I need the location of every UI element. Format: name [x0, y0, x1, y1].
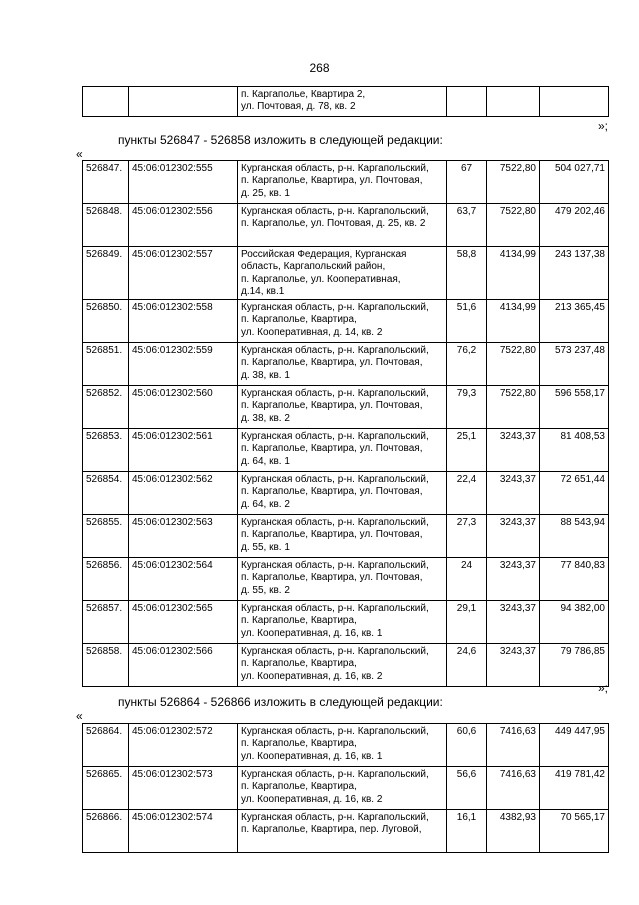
cadastral-cell	[129, 87, 238, 117]
table-row	[83, 767, 609, 810]
address-cell: Курганская область, р-н. Каргапольский, п. Каргаполье, Квартира, ул. Почтовая, д. 55, кв. 1	[238, 515, 447, 558]
table-row	[83, 601, 609, 644]
area-cell: 60,6	[447, 724, 487, 767]
area-cell: 56,6	[447, 767, 487, 810]
price-cell	[487, 87, 540, 117]
area-cell: 24,6	[447, 644, 487, 687]
price-cell: 3243,37	[487, 558, 540, 601]
table-row	[83, 247, 609, 300]
section-lead-text: пункты 526847 - 526858 изложить в следующей редакции:	[118, 133, 443, 147]
page-number: 268	[309, 61, 330, 75]
section2-table	[82, 723, 609, 853]
num-cell: 526854.	[83, 472, 129, 515]
total-cell: 213 365,45	[540, 300, 609, 343]
price-cell: 7522,80	[487, 161, 540, 204]
total-cell: 479 202,46	[540, 204, 609, 247]
address-cell: Курганская область, р-н. Каргапольский, п. Каргаполье, Квартира, ул. Кооперативная, д. 16, кв. 1	[238, 601, 447, 644]
num-cell: 526864.	[83, 724, 129, 767]
total-cell: 81 408,53	[540, 429, 609, 472]
price-cell: 4134,99	[487, 300, 540, 343]
cadastral-cell: 45:06:012302:557	[129, 247, 238, 300]
num-cell: 526851.	[83, 343, 129, 386]
cadastral-cell: 45:06:012302:562	[129, 472, 238, 515]
address-cell: Курганская область, р-н. Каргапольский, п. Каргаполье, Квартира, ул. Почтовая, д. 38, кв. 1	[238, 343, 447, 386]
total-cell	[540, 87, 609, 117]
area-cell: 16,1	[447, 810, 487, 853]
address-cell: Курганская область, р-н. Каргапольский, п. Каргаполье, Квартира, ул. Кооперативная, д. 16, кв. 2	[238, 767, 447, 810]
total-cell: 243 137,38	[540, 247, 609, 300]
price-cell: 3243,37	[487, 429, 540, 472]
address-cell: Курганская область, р-н. Каргапольский, п. Каргаполье, ул. Почтовая, д. 25, кв. 2	[238, 204, 447, 247]
table-row	[83, 87, 609, 117]
num-cell	[83, 87, 129, 117]
address-cell: п. Каргаполье, Квартира 2, ул. Почтовая, д. 78, кв. 2	[238, 87, 447, 117]
num-cell: 526848.	[83, 204, 129, 247]
table-row	[83, 204, 609, 247]
price-cell: 4382,93	[487, 810, 540, 853]
table-row	[83, 515, 609, 558]
opening-quote: «	[76, 709, 83, 723]
area-cell: 76,2	[447, 343, 487, 386]
area-cell: 67	[447, 161, 487, 204]
cadastral-cell: 45:06:012302:560	[129, 386, 238, 429]
total-cell: 94 382,00	[540, 601, 609, 644]
table-row	[83, 472, 609, 515]
table-row	[83, 343, 609, 386]
num-cell: 526853.	[83, 429, 129, 472]
price-cell: 3243,37	[487, 472, 540, 515]
table-row	[83, 724, 609, 767]
area-cell: 51,6	[447, 300, 487, 343]
area-cell: 58,8	[447, 247, 487, 300]
closing-quote: »;	[598, 119, 609, 133]
section-lead-text: пункты 526864 - 526866 изложить в следующей редакции:	[118, 695, 443, 709]
table-row	[83, 386, 609, 429]
total-cell: 449 447,95	[540, 724, 609, 767]
table-row	[83, 644, 609, 687]
cadastral-cell: 45:06:012302:563	[129, 515, 238, 558]
address-cell: Курганская область, р-н. Каргапольский, п. Каргаполье, Квартира, ул. Кооперативная, д. 16, кв. 2	[238, 644, 447, 687]
total-cell: 88 543,94	[540, 515, 609, 558]
price-cell: 7416,63	[487, 767, 540, 810]
cadastral-cell: 45:06:012302:565	[129, 601, 238, 644]
top-fragment-table	[82, 86, 609, 117]
section1-table	[82, 160, 609, 687]
area-cell: 22,4	[447, 472, 487, 515]
price-cell: 7522,80	[487, 386, 540, 429]
cadastral-cell: 45:06:012302:564	[129, 558, 238, 601]
address-cell: Курганская область, р-н. Каргапольский, п. Каргаполье, Квартира, ул. Почтовая, д. 25, кв. 1	[238, 161, 447, 204]
total-cell: 504 027,71	[540, 161, 609, 204]
table-row	[83, 300, 609, 343]
price-cell: 7522,80	[487, 343, 540, 386]
area-cell: 79,3	[447, 386, 487, 429]
num-cell: 526857.	[83, 601, 129, 644]
total-cell: 72 651,44	[540, 472, 609, 515]
price-cell: 7522,80	[487, 204, 540, 247]
total-cell: 79 786,85	[540, 644, 609, 687]
num-cell: 526865.	[83, 767, 129, 810]
cadastral-cell: 45:06:012302:559	[129, 343, 238, 386]
num-cell: 526855.	[83, 515, 129, 558]
num-cell: 526850.	[83, 300, 129, 343]
area-cell: 27,3	[447, 515, 487, 558]
cadastral-cell: 45:06:012302:573	[129, 767, 238, 810]
address-cell: Курганская область, р-н. Каргапольский, п. Каргаполье, Квартира, пер. Луговой,	[238, 810, 447, 853]
cadastral-cell: 45:06:012302:558	[129, 300, 238, 343]
table-row	[83, 810, 609, 853]
area-cell: 29,1	[447, 601, 487, 644]
table-row	[83, 161, 609, 204]
cadastral-cell: 45:06:012302:574	[129, 810, 238, 853]
closing-quote: »;	[598, 681, 609, 695]
total-cell: 77 840,83	[540, 558, 609, 601]
address-cell: Курганская область, р-н. Каргапольский, п. Каргаполье, Квартира, ул. Кооперативная, д. 16, кв. 1	[238, 724, 447, 767]
num-cell: 526866.	[83, 810, 129, 853]
cadastral-cell: 45:06:012302:561	[129, 429, 238, 472]
cadastral-cell: 45:06:012302:556	[129, 204, 238, 247]
price-cell: 3243,37	[487, 515, 540, 558]
address-cell: Курганская область, р-н. Каргапольский, п. Каргаполье, Квартира, ул. Кооперативная, д. 14, кв. 2	[238, 300, 447, 343]
price-cell: 3243,37	[487, 644, 540, 687]
num-cell: 526852.	[83, 386, 129, 429]
num-cell: 526856.	[83, 558, 129, 601]
total-cell: 419 781,42	[540, 767, 609, 810]
num-cell: 526847.	[83, 161, 129, 204]
total-cell: 573 237,48	[540, 343, 609, 386]
price-cell: 7416,63	[487, 724, 540, 767]
area-cell: 63,7	[447, 204, 487, 247]
total-cell: 596 558,17	[540, 386, 609, 429]
num-cell: 526858.	[83, 644, 129, 687]
address-cell: Курганская область, р-н. Каргапольский, п. Каргаполье, Квартира, ул. Почтовая, д. 64, кв. 1	[238, 429, 447, 472]
table-row	[83, 429, 609, 472]
price-cell: 4134,99	[487, 247, 540, 300]
table-row	[83, 558, 609, 601]
area-cell	[447, 87, 487, 117]
address-cell: Курганская область, р-н. Каргапольский, п. Каргаполье, Квартира, ул. Почтовая, д. 38, кв. 2	[238, 386, 447, 429]
area-cell: 24	[447, 558, 487, 601]
cadastral-cell: 45:06:012302:572	[129, 724, 238, 767]
cadastral-cell: 45:06:012302:555	[129, 161, 238, 204]
opening-quote: «	[76, 147, 83, 161]
cadastral-cell: 45:06:012302:566	[129, 644, 238, 687]
total-cell: 70 565,17	[540, 810, 609, 853]
address-cell: Российская Федерация, Курганская область, Каргапольский район, п. Каргаполье, ул. Кооперативная, д.14, кв.1	[238, 247, 447, 300]
num-cell: 526849.	[83, 247, 129, 300]
address-cell: Курганская область, р-н. Каргапольский, п. Каргаполье, Квартира, ул. Почтовая, д. 64, кв. 2	[238, 472, 447, 515]
area-cell: 25,1	[447, 429, 487, 472]
address-cell: Курганская область, р-н. Каргапольский, п. Каргаполье, Квартира, ул. Почтовая, д. 55, кв. 2	[238, 558, 447, 601]
price-cell: 3243,37	[487, 601, 540, 644]
